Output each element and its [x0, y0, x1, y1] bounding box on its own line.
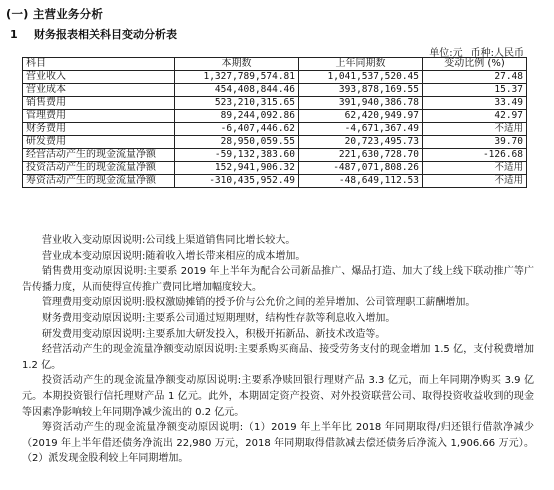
table-row [23, 71, 527, 84]
note-paragraph: 营业成本变动原因说明:随着收入增长带来相应的成本增加。 [42, 250, 306, 262]
table-row [23, 123, 527, 136]
row-label: 营业成本 [23, 84, 175, 97]
row-label: 投资活动产生的现金流量净额 [23, 162, 175, 175]
header-cell: 本期数 [175, 58, 299, 71]
table-row [23, 149, 527, 162]
note-paragraph: 销售费用变动原因说明:主要系 2019 年上半年为配合公司新品推广、爆品打造、加大了线上线下联动推广等广告传播力度，从而使得宣传推广费同比增加幅度较大。 [22, 266, 534, 293]
value-cell: 62,420,949.97 [299, 110, 423, 123]
row-label: 研发费用 [23, 136, 175, 149]
note-paragraph: 投资活动产生的现金流量净额变动原因说明:主要系净赎回银行理财产品 3.3 亿元，而上年同期净购买 3.9 亿元。本期投资银行信托理财产品 1 亿元。此外，本期固定资产投资、对外投资联营公司、取得投资收益收到的现金等因素净影响较上年同期净减少流出的 0.2 亿元。 [22, 375, 534, 418]
change-ratio-cell: -126.68 [423, 149, 527, 162]
change-ratio-cell: 39.70 [423, 136, 527, 149]
change-ratio-cell: 15.37 [423, 84, 527, 97]
value-cell: -48,649,112.53 [299, 175, 423, 188]
value-cell: 152,941,906.32 [175, 162, 299, 175]
currency-label: 币种:人民币 [470, 48, 524, 59]
note-paragraph: 经营活动产生的现金流量净额变动原因说明:主要系购买商品、接受劳务支付的现金增加 1.5 亿，支付税费增加 1.2 亿。 [22, 344, 534, 371]
change-ratio-cell: 不适用 [423, 175, 527, 188]
note-paragraph: 财务费用变动原因说明:主要系公司通过短期理财，结构性存款等利息收入增加。 [42, 312, 396, 324]
value-cell: 1,041,537,520.45 [299, 71, 423, 84]
subsection-title: 财务报表相关科目变动分析表 [34, 28, 177, 41]
value-cell: -59,132,383.60 [175, 149, 299, 162]
value-cell: 28,950,059.55 [175, 136, 299, 149]
table-row [23, 162, 527, 175]
row-label: 经营活动产生的现金流量净额 [23, 149, 175, 162]
change-ratio-cell: 33.49 [423, 97, 527, 110]
table-row [23, 136, 527, 149]
row-label: 管理费用 [23, 110, 175, 123]
row-label: 营业收入 [23, 71, 175, 84]
value-cell: -6,407,446.62 [175, 123, 299, 136]
table-row [23, 97, 527, 110]
value-cell: 1,327,789,574.81 [175, 71, 299, 84]
change-ratio-cell: 不适用 [423, 162, 527, 175]
section-title: (一) 主营业务分析 [6, 7, 104, 21]
table-row [23, 175, 527, 188]
note-paragraph: 研发费用变动原因说明:主要系加大研发投入，积极开拓新品、新技术改造等。 [42, 328, 386, 340]
value-cell: -4,671,367.49 [299, 123, 423, 136]
value-cell: 523,210,315.65 [175, 97, 299, 110]
table-row [23, 110, 527, 123]
value-cell: 393,878,169.55 [299, 84, 423, 97]
subsection-heading [10, 26, 177, 42]
value-cell: 221,630,728.70 [299, 149, 423, 162]
change-ratio-cell: 27.48 [423, 71, 527, 84]
note-paragraph: 营业收入变动原因说明:公司线上渠道销售同比增长较大。 [42, 235, 296, 246]
header-cell: 科目 [23, 58, 175, 71]
value-cell: 20,723,495.73 [299, 136, 423, 149]
unit-label: 单位:元 [429, 48, 463, 59]
header-cell: 变动比例 (%) [423, 58, 527, 71]
explanation-notes [22, 233, 534, 467]
table-header-row [23, 58, 527, 71]
value-cell: -310,435,952.49 [175, 175, 299, 188]
value-cell: -487,071,808.26 [299, 162, 423, 175]
table-row [23, 84, 527, 97]
row-label: 销售费用 [23, 97, 175, 110]
value-cell: 391,940,386.78 [299, 97, 423, 110]
financial-table [22, 57, 527, 188]
row-label: 财务费用 [23, 123, 175, 136]
header-cell: 上年同期数 [299, 58, 423, 71]
value-cell: 454,408,844.46 [175, 84, 299, 97]
row-label: 筹资活动产生的现金流量净额 [23, 175, 175, 188]
change-ratio-cell: 不适用 [423, 123, 527, 136]
change-ratio-cell: 42.97 [423, 110, 527, 123]
note-paragraph: 管理费用变动原因说明:股权激励摊销的授予价与公允价之间的差异增加、公司管理职工薪酬增加。 [42, 297, 476, 309]
value-cell: 89,244,092.86 [175, 110, 299, 123]
subsection-number: 1 [10, 28, 18, 41]
note-paragraph: 筹资活动产生的现金流量净额变动原因说明:（1）2019 年上半年比 2018 年同期取得/归还银行借款净减少（2019 年上半年借还债务净流出 22,980 万元，2018 年同期取得借款减去偿还债务后净流入 1,906.66 万元）。（2）派发现金股利较上年同期增加。 [22, 422, 534, 465]
